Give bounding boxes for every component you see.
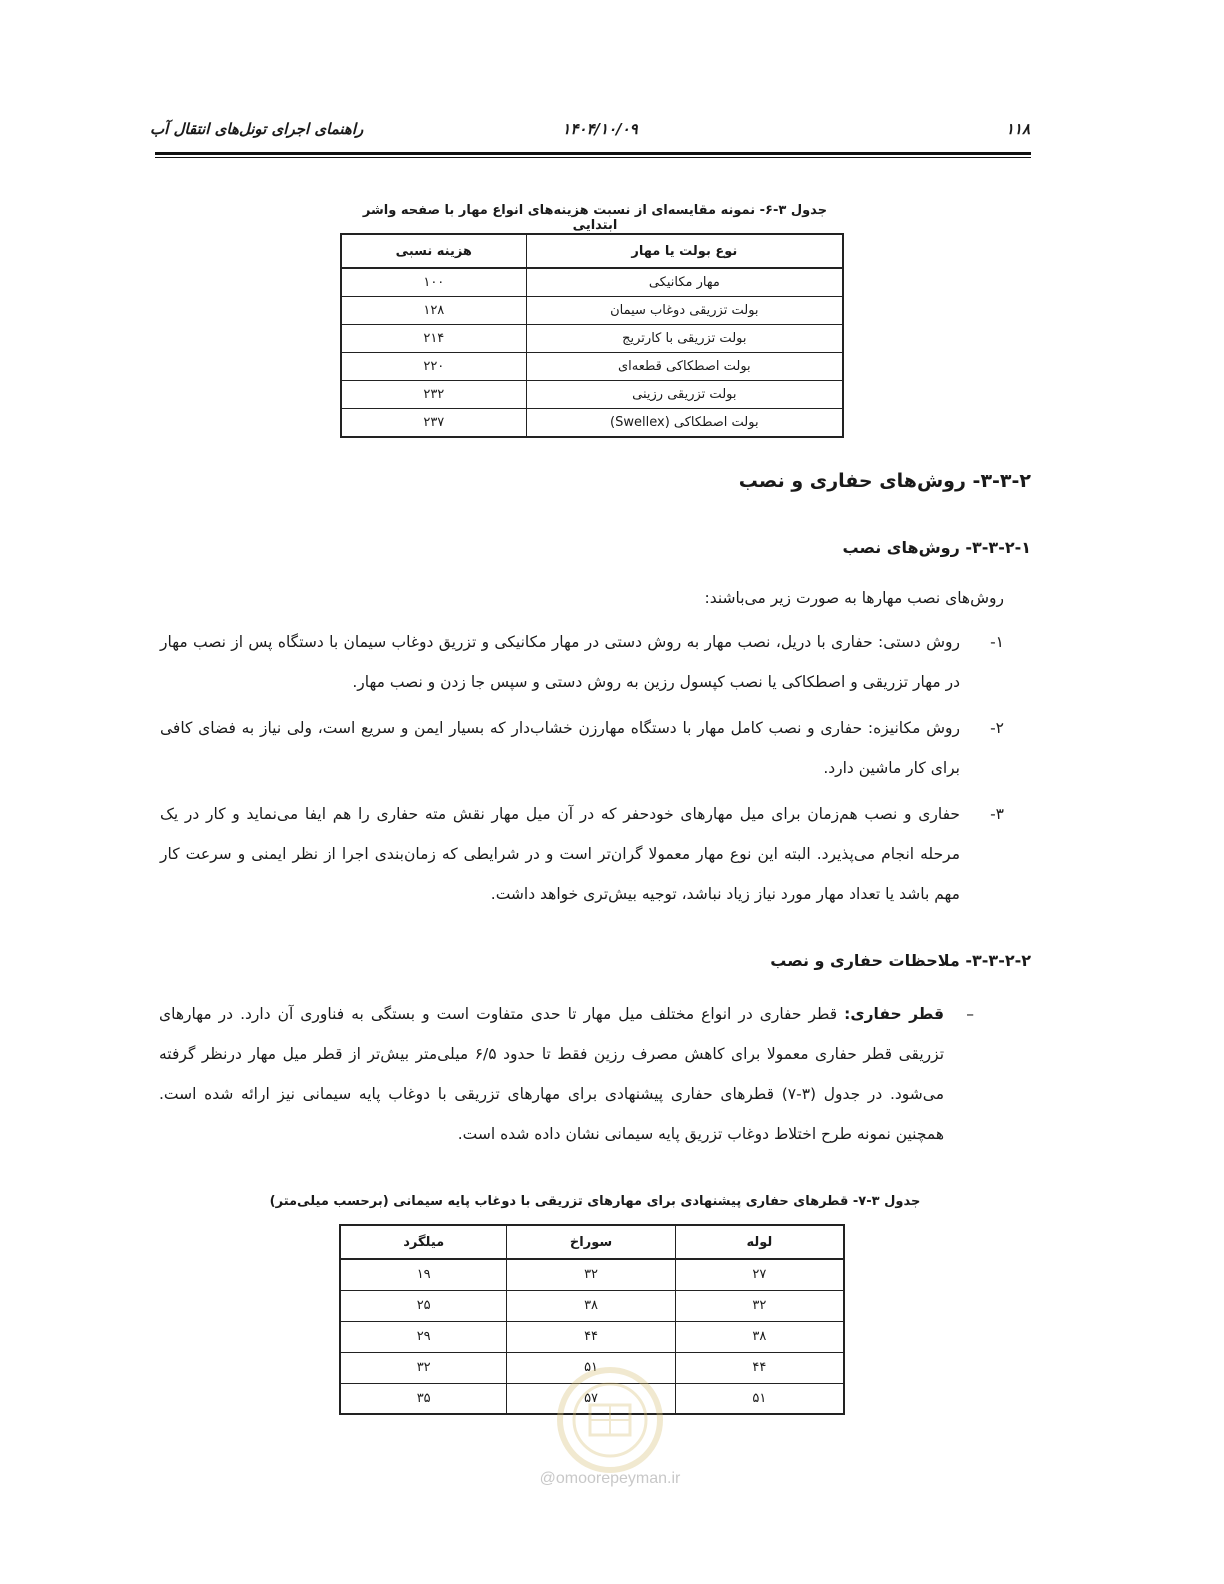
header-date: ۱۴۰۴/۱۰/۰۹ [562, 120, 638, 138]
table-header-row [341, 234, 843, 268]
pipe-cell: ۴۴ [675, 1352, 844, 1383]
list-item [159, 794, 1004, 919]
table-header-row [340, 1225, 844, 1259]
pipe-cell: ۵۱ [675, 1383, 844, 1414]
header-rule-thin [155, 157, 1031, 158]
rebar-cell: ۲۵ [340, 1290, 507, 1321]
header-rule [155, 152, 1031, 155]
bullet-term: قطر حفاری: [844, 1005, 945, 1023]
column-header-pipe: لوله [675, 1225, 844, 1259]
hole-cell: ۳۸ [507, 1290, 675, 1321]
list-item-number: ۲- [990, 719, 1004, 737]
table-row [341, 297, 843, 325]
bullet-text: قطر حفاری در انواع مختلف میل مهار تا حدی متفاوت است و بستگی به فناوری آن دارد. در مهارهای تزریقی قطر حفاری معمولا برای کاهش مصرف رزین فقط تا حدود ۶/۵ میلی‌متر بیش‌تر از قطر میل مهار درنظر گرفته می‌شود. در جدول (۳-۷) قطرهای حفاری پیشنهادی برای مهارهای تزریقی با دوغاب پایه سیمانی نیز ارائه شده است. همچنین نمونه طرح اختلاط دوغاب تزریق پایه سیمانی نشان داده شده است. [159, 1005, 945, 1143]
list-item-text: روش دستی: حفاری با دریل، نصب مهار به روش دستی در مهار مکانیکی و تزریق دوغاب سیمان با دستگاه پس از نصب مهار در مهار تزریقی و اصطکاکی یا نصب کپسول رزین به روش دستی و سپس جا زدن و نصب مهار. [160, 633, 960, 691]
list-item-number: ۱- [990, 633, 1004, 651]
intro-paragraph: روش‌های نصب مهارها به صورت زیر می‌باشند: [704, 589, 1004, 607]
rebar-cell: ۱۹ [340, 1259, 507, 1290]
watermark-site: @omoorepeyman.ir [539, 1470, 681, 1487]
list-item-number: ۳- [990, 805, 1004, 823]
relative-cost-cell: ۱۲۸ [341, 297, 526, 325]
subsection-heading-drilling-considerations: ۳-۳-۲-۲- ملاحظات حفاری و نصب [770, 951, 1031, 970]
watermark-logo-icon [515, 1365, 705, 1475]
table-row [341, 381, 843, 409]
table-row [341, 268, 843, 297]
table1-caption: جدول ۳-۶- نمونه مقایسه‌ای از نسبت هزینه‌های انواع مهار با صفحه واشر ابتدایی [362, 203, 828, 233]
rebar-cell: ۳۲ [340, 1352, 507, 1383]
list-item [159, 622, 1004, 712]
bolt-type-cell: بولت اصطکاکی قطعه‌ای [526, 353, 843, 381]
table-row [340, 1259, 844, 1290]
table2-caption: جدول ۳-۷- قطرهای حفاری پیشنهادی برای مهارهای تزریقی با دوغاب پایه سیمانی (برحسب میلی‌متر) [269, 1194, 921, 1209]
hole-cell: ۳۲ [507, 1259, 675, 1290]
list-item-text: روش مکانیزه: حفاری و نصب کامل مهار با دستگاه مهارزن خشاب‌دار که بسیار ایمن و سریع است، ولی نیاز به فضای کافی برای کار ماشین دارد. [160, 719, 960, 777]
rebar-cell: ۲۹ [340, 1321, 507, 1352]
bolt-type-cell: بولت اصطکاکی (Swellex) [526, 409, 843, 438]
column-header-rebar: میلگرد [340, 1225, 507, 1259]
dash-bullet-icon: – [966, 1005, 974, 1023]
column-header-relative-cost: هزینه نسبی [341, 234, 526, 268]
hole-cell: ۵۱ [507, 1352, 675, 1383]
page-number: ۱۱۸ [1005, 120, 1030, 138]
section-heading: ۳-۳-۲- روش‌های حفاری و نصب [738, 470, 1031, 492]
bullet-drilling-diameter [159, 994, 972, 1164]
relative-cost-cell: ۲۱۴ [341, 325, 526, 353]
hole-cell: ۵۷ [507, 1383, 675, 1414]
relative-cost-cell: ۲۳۲ [341, 381, 526, 409]
bolt-type-cell: بولت تزریقی دوغاب سیمان [526, 297, 843, 325]
book-title: راهنمای اجرای تونل‌های انتقال آب [150, 120, 364, 138]
bolt-type-cell: بولت تزریقی با کارتریج [526, 325, 843, 353]
hole-cell: ۴۴ [507, 1321, 675, 1352]
relative-cost-cell: ۲۳۷ [341, 409, 526, 438]
column-header-bolt-type: نوع بولت یا مهار [526, 234, 843, 268]
list-item [159, 708, 1004, 798]
list-item-text: حفاری و نصب هم‌زمان برای میل مهارهای خودحفر که در آن میل مهار نقش مته حفاری را هم ایفا می‌نماید و کار در یک مرحله انجام می‌پذیرد. البته این نوع مهار معمولا گران‌تر است و در شرایطی که زمان‌بندی اجرا از نظر ایمنی و سرعت کار مهم باشد یا تعداد مهار مورد نیاز زیاد نباشد، توجیه بیش‌تری خواهد داشت. [160, 805, 960, 903]
bullet-paragraph [159, 994, 944, 1154]
table-row [340, 1290, 844, 1321]
relative-cost-cell: ۱۰۰ [341, 268, 526, 297]
pipe-cell: ۲۷ [675, 1259, 844, 1290]
subsection-heading-installation-methods: ۳-۳-۲-۱- روش‌های نصب [842, 538, 1031, 557]
cost-comparison-table [340, 233, 844, 438]
relative-cost-cell: ۲۲۰ [341, 353, 526, 381]
bolt-type-cell: مهار مکانیکی [526, 268, 843, 297]
table-row [341, 325, 843, 353]
pipe-cell: ۳۸ [675, 1321, 844, 1352]
table-row [341, 409, 843, 438]
rebar-cell: ۳۵ [340, 1383, 507, 1414]
column-header-hole: سوراخ [507, 1225, 675, 1259]
bolt-type-cell: بولت تزریقی رزینی [526, 381, 843, 409]
table-row [340, 1321, 844, 1352]
pipe-cell: ۳۲ [675, 1290, 844, 1321]
table-row [341, 353, 843, 381]
